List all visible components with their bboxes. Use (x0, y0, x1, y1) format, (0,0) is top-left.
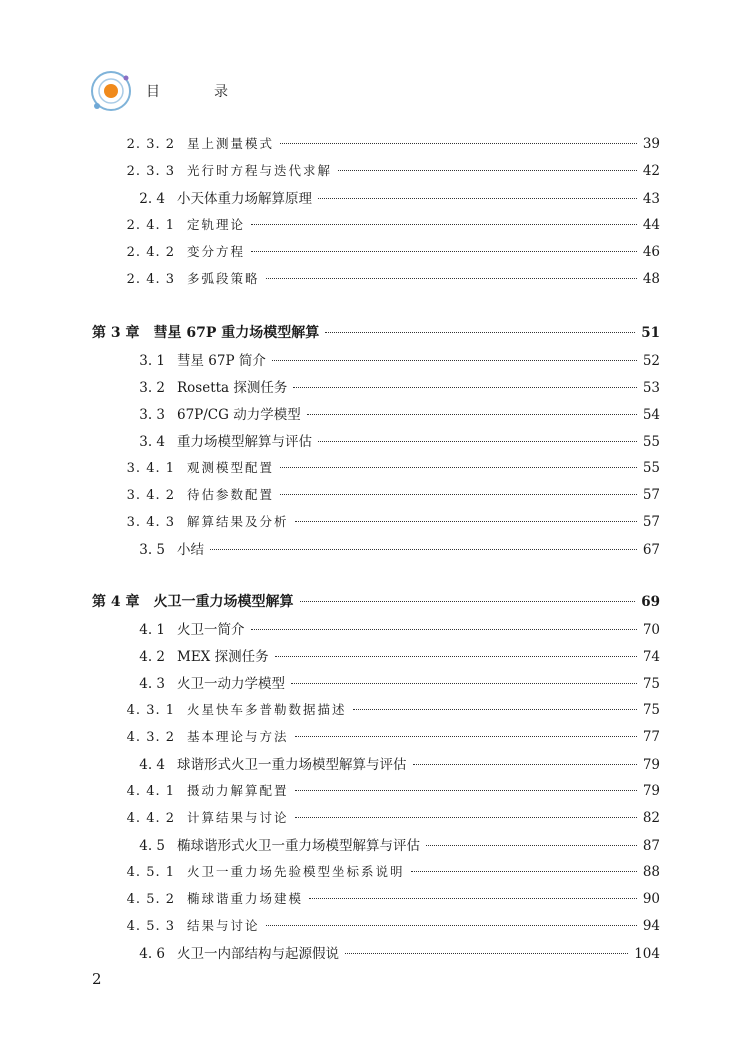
toc-entry-number: 2. 4. 2 (126, 245, 175, 260)
toc-entry-number: 3. 4. 1 (126, 461, 175, 476)
dot-leader (251, 210, 637, 225)
toc-entry[interactable] (92, 322, 660, 344)
toc-entry-page: 104 (634, 946, 660, 962)
dot-leader (411, 857, 637, 872)
dot-leader (251, 615, 637, 630)
dot-leader (295, 776, 637, 791)
orbit-logo-icon (88, 68, 134, 114)
toc-entry[interactable] (105, 780, 660, 802)
toc-entry[interactable] (105, 511, 660, 533)
toc-entry-page: 52 (642, 353, 660, 369)
toc-entry-title: 67P/CG 动力学模型 (177, 407, 301, 423)
toc-entry-number: 4. 3. 2 (126, 730, 175, 745)
dot-leader (293, 373, 636, 388)
toc-entry-title: 重力场模型解算与评估 (177, 434, 312, 450)
toc-entry[interactable] (105, 484, 660, 506)
toc-entry-title: 变分方程 (187, 244, 246, 259)
toc-entry-number: 2. 3. 2 (126, 137, 175, 152)
dot-leader (280, 453, 637, 468)
dot-leader (300, 587, 636, 602)
toc-entry-number: 4. 6 (139, 946, 165, 962)
toc-entry-number: 3. 4. 3 (126, 515, 175, 530)
toc-entry-number: 4. 3 (139, 676, 165, 692)
toc-entry-page: 42 (642, 163, 660, 179)
toc-entry-number: 3. 5 (139, 542, 165, 558)
toc-entry-number: 第 4 章 (92, 594, 140, 610)
toc-entry[interactable] (105, 672, 660, 694)
toc-entry-title: MEX 探测任务 (177, 649, 269, 665)
toc-entry-number: 4. 5. 1 (126, 865, 175, 880)
toc-entry-title: 星上测量模式 (187, 136, 275, 151)
toc-entry-number: 4. 5. 2 (126, 892, 175, 907)
toc-entry-title: 球谐形式火卫一重力场模型解算与评估 (177, 757, 407, 773)
toc-entry-number: 第 3 章 (92, 325, 140, 341)
toc-entry-number: 4. 5 (139, 838, 165, 854)
toc-entry-number: 2. 4. 3 (126, 272, 175, 287)
toc-entry-title: Rosetta 探测任务 (177, 380, 288, 396)
toc-entry[interactable] (105, 699, 660, 721)
toc-entry-page: 39 (642, 136, 660, 152)
dot-leader (266, 911, 637, 926)
toc-entry-page: 82 (642, 810, 660, 826)
toc-entry-title: 基本理论与方法 (187, 729, 289, 744)
dot-leader (309, 884, 637, 899)
toc-entry-title: 定轨理论 (187, 217, 246, 232)
toc-entry-title: 火卫一简介 (177, 622, 245, 638)
toc-entry-number: 3. 4 (139, 434, 165, 450)
toc-entry-number: 2. 4. 1 (126, 218, 175, 233)
toc-entry-page: 75 (642, 702, 660, 718)
header-title: 目 录 (146, 84, 248, 100)
toc-entry[interactable] (105, 160, 660, 182)
toc-entry-number: 4. 3. 1 (126, 703, 175, 718)
toc-entry-page: 67 (642, 542, 660, 558)
toc-entry-page: 57 (642, 514, 660, 530)
toc-entry-page: 48 (642, 271, 660, 287)
toc-entry[interactable] (105, 133, 660, 155)
dot-leader (338, 156, 637, 171)
toc-entry-page: 70 (642, 622, 660, 638)
toc-entry-page: 55 (642, 434, 660, 450)
dot-leader (295, 803, 637, 818)
toc-entry-title: 火卫一内部结构与起源假说 (177, 946, 339, 962)
toc-entry-number: 4. 4. 2 (126, 811, 175, 826)
toc-entry-title: 火卫一动力学模型 (177, 676, 285, 692)
toc-entry-page: 74 (642, 649, 660, 665)
toc-entry-page: 51 (641, 325, 660, 341)
toc-entry-page: 43 (642, 191, 660, 207)
toc-entry-page: 46 (642, 244, 660, 260)
toc-entry-number: 4. 5. 3 (126, 919, 175, 934)
dot-leader (272, 346, 637, 361)
dot-leader (325, 318, 635, 333)
toc-entry-number: 3. 1 (139, 353, 165, 369)
toc-entry-number: 2. 4 (139, 191, 165, 207)
toc-entry[interactable] (105, 807, 660, 829)
toc-entry[interactable] (105, 214, 660, 236)
dot-leader (345, 939, 628, 954)
toc-entry-title: 结果与讨论 (187, 918, 260, 933)
toc-entry-title: 火卫一重力场模型解算 (153, 594, 294, 610)
toc-entry[interactable] (105, 268, 660, 290)
toc-entry-page: 75 (642, 676, 660, 692)
toc-entry-page: 79 (642, 757, 660, 773)
dot-leader (295, 722, 637, 737)
dot-leader (426, 831, 637, 846)
toc-entry[interactable] (105, 187, 660, 209)
toc-entry[interactable] (105, 457, 660, 479)
dot-leader (318, 184, 637, 199)
dot-leader (318, 427, 637, 442)
toc-entry-number: 4. 2 (139, 649, 165, 665)
toc-entry-page: 87 (642, 838, 660, 854)
dot-leader (210, 535, 637, 550)
toc-entry-title: 小天体重力场解算原理 (177, 191, 312, 207)
toc-entry-page: 77 (642, 729, 660, 745)
dot-leader (280, 480, 637, 495)
toc-entry-title: 椭球谐重力场建模 (187, 891, 304, 906)
page-number: 2 (92, 970, 102, 988)
toc-entry[interactable] (105, 888, 660, 910)
toc-entry[interactable] (105, 618, 660, 640)
toc-entry[interactable] (105, 538, 660, 560)
dot-leader (295, 507, 637, 522)
toc-entry[interactable] (105, 403, 660, 425)
toc-entry-title: 小结 (177, 542, 204, 558)
toc-entry[interactable] (105, 753, 660, 775)
toc-entry[interactable] (105, 915, 660, 937)
toc-entry-title: 观测模型配置 (187, 460, 275, 475)
toc-entry-title: 彗星 67P 重力场模型解算 (153, 325, 320, 341)
toc-entry[interactable] (105, 241, 660, 263)
toc-entry-number: 3. 3 (139, 407, 165, 423)
toc-entry-title: 火星快车多普勒数据描述 (187, 702, 347, 717)
dot-leader (413, 750, 637, 765)
toc-entry-title: 火卫一重力场先验模型坐标系说明 (187, 864, 405, 879)
toc-entry[interactable] (105, 834, 660, 856)
dot-leader (280, 129, 637, 144)
toc-entry-page: 94 (642, 918, 660, 934)
toc-entry-number: 4. 4. 1 (126, 784, 175, 799)
toc-entry[interactable] (105, 430, 660, 452)
toc-entry-page: 55 (642, 460, 660, 476)
toc-entry[interactable] (105, 726, 660, 748)
toc-entry-number: 4. 1 (139, 622, 165, 638)
toc-entry-page: 79 (642, 783, 660, 799)
toc-entry-title: 摄动力解算配置 (187, 783, 289, 798)
toc-entry[interactable] (105, 645, 660, 667)
dot-leader (307, 400, 637, 415)
toc-entry[interactable] (105, 376, 660, 398)
toc-entry-title: 计算结果与讨论 (187, 810, 289, 825)
toc-entry[interactable] (92, 591, 660, 613)
toc-entry-title: 光行时方程与迭代求解 (187, 163, 333, 178)
dot-leader (266, 264, 637, 279)
toc-entry[interactable] (105, 861, 660, 883)
toc-entry-title: 椭球谐形式火卫一重力场模型解算与评估 (177, 838, 420, 854)
dot-leader (353, 695, 637, 710)
toc-entry-title: 解算结果及分析 (187, 514, 289, 529)
toc-entry-number: 2. 3. 3 (126, 164, 175, 179)
toc-entry-number: 4. 4 (139, 757, 165, 773)
toc-entry-title: 彗星 67P 简介 (177, 353, 266, 369)
dot-leader (251, 237, 637, 252)
dot-leader (291, 669, 637, 684)
toc-entry[interactable] (105, 942, 660, 964)
toc-entry-title: 多弧段策略 (187, 271, 260, 286)
toc-entry-page: 90 (642, 891, 660, 907)
toc-entry-page: 44 (642, 217, 660, 233)
toc-entry-number: 3. 2 (139, 380, 165, 396)
toc-entry-page: 57 (642, 487, 660, 503)
toc-entry-page: 53 (642, 380, 660, 396)
toc-entry[interactable] (105, 349, 660, 371)
toc-entry-number: 3. 4. 2 (126, 488, 175, 503)
dot-leader (275, 642, 637, 657)
toc-entry-page: 54 (642, 407, 660, 423)
toc-entry-page: 88 (642, 864, 660, 880)
toc-entry-page: 69 (641, 594, 660, 610)
toc-entry-title: 待估参数配置 (187, 487, 275, 502)
